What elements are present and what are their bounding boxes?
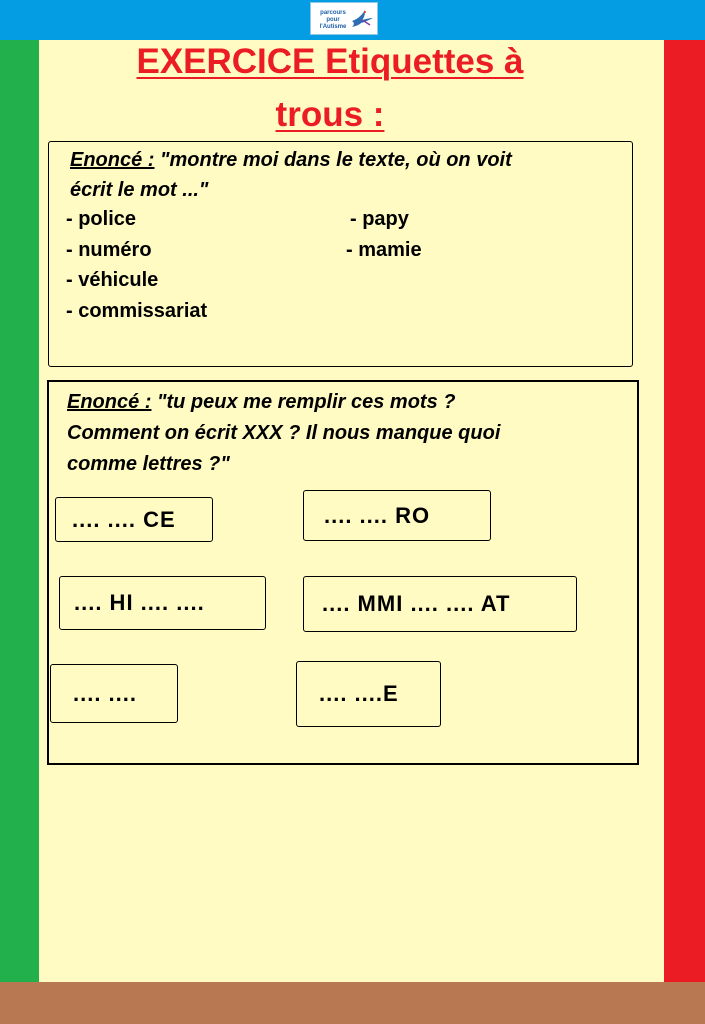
exercise-2-statement-line-1 bbox=[67, 387, 455, 417]
exercise-1-statement-line-1 bbox=[70, 145, 512, 175]
label-box bbox=[59, 576, 266, 630]
label-box bbox=[50, 664, 178, 723]
exercise-1-label: Enoncé : bbox=[70, 149, 155, 171]
page-title-line-2: trous : bbox=[275, 95, 385, 134]
label-text: .... HI .... .... bbox=[74, 590, 205, 615]
word-item: - mamie bbox=[346, 239, 422, 261]
word-item: - commissariat bbox=[66, 300, 208, 322]
exercise-1-statement-line-2: écrit le mot ..." bbox=[70, 179, 209, 201]
label-text: .... .... RO bbox=[324, 502, 431, 528]
word-item: - papy bbox=[350, 208, 409, 230]
logo-text: parcours pour l'Autisme bbox=[319, 10, 347, 30]
left-border bbox=[0, 40, 39, 982]
exercise-2-statement-line-3: comme lettres ?" bbox=[67, 453, 230, 475]
label-box bbox=[296, 661, 441, 727]
exercise-2-label: Enoncé : bbox=[67, 391, 152, 413]
bottom-border bbox=[0, 982, 705, 1024]
label-text: .... .... CE bbox=[72, 506, 176, 532]
hummingbird-icon bbox=[350, 7, 374, 29]
right-border bbox=[664, 40, 705, 982]
label-box bbox=[303, 490, 491, 541]
label-box bbox=[303, 576, 577, 632]
exercise-1-text-line-1: "montre moi dans le texte, où on voit bbox=[154, 149, 512, 171]
top-banner bbox=[0, 0, 705, 40]
logo bbox=[310, 2, 378, 35]
word-item: - véhicule bbox=[66, 269, 159, 291]
word-item: - numéro bbox=[66, 239, 152, 261]
page-title-line-1: EXERCICE Etiquettes à bbox=[136, 42, 524, 81]
exercise-2-statement-line-2: Comment on écrit XXX ? Il nous manque quoi bbox=[67, 422, 501, 444]
exercise-2-text-line-1: "tu peux me remplir ces mots ? bbox=[151, 391, 456, 413]
label-box bbox=[55, 497, 213, 542]
label-text: .... .... bbox=[73, 680, 138, 706]
label-text: .... ....E bbox=[319, 681, 399, 706]
label-text: .... MMI .... .... AT bbox=[322, 591, 511, 616]
word-item: - police bbox=[66, 208, 137, 230]
